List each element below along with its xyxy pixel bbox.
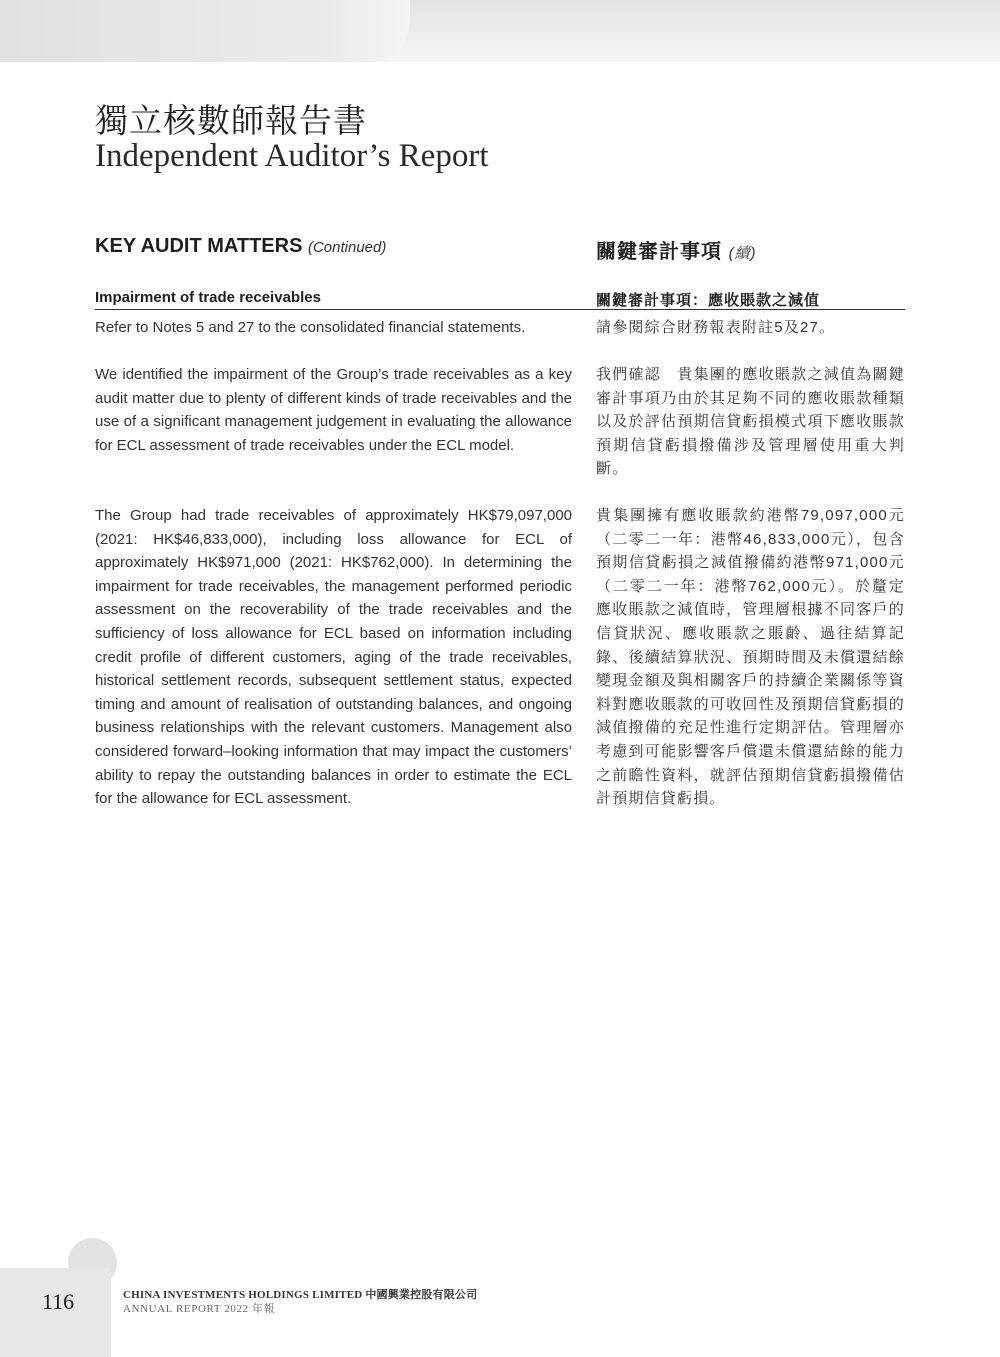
section-heading-chinese <box>596 235 905 264</box>
page-title-chinese: 獨立核數師報告書 <box>95 101 367 140</box>
page-number: 116 <box>42 1289 75 1314</box>
section-heading-english <box>95 235 572 258</box>
section-heading-text-cn: 關鍵審計事項 <box>596 241 722 263</box>
paragraph-cn-1: 請參閱綜合財務報表附註5及27。 <box>596 319 836 336</box>
paragraph-cn-3: 貴集團擁有應收賬款約港幣79,097,000元（二零二一年：港幣46,833,000元），包含預期信貸虧損之減值撥備約港幣971,000元（二零二一年：港幣762,000元）。於釐定應收賬款之減值時，管理層根據不同客戶的信貸狀況、應收賬款之賬齡、過往結算記錄、後續結算狀況、預期時間及未償還結餘變現金額及與相關客戶的持續企業關係等資料對應收賬款的可收回性及預期信貸虧損的減值撥備的充足性進行定期評估。管理層亦考慮到可能影響客戶償還未償還結餘的能力之前瞻性資料，就評估預期信貸虧損撥備估計預期信貸虧損。 <box>596 507 905 808</box>
continued-label-cn: (續) <box>728 245 757 262</box>
paragraph-en-1: Refer to Notes 5 and 27 to the consolidated financial statements. <box>95 319 526 336</box>
page-title-english: Independent Auditor’s Report <box>95 138 489 174</box>
header-band <box>0 0 1000 62</box>
matter-title-english: Impairment of trade receivables <box>95 289 321 306</box>
paragraph-cn-2: 我們確認 貴集團的應收賬款之減值為關鍵審計事項乃由於其足夠不同的應收賬款種類以及於評估預期信貸虧損模式項下應收賬款預期信貸虧損撥備涉及管理層使用重大判斷。 <box>596 366 905 478</box>
continued-label: (Continued) <box>307 239 387 256</box>
matter-title-chinese: 關鍵審計事項：應收賬款之減值 <box>596 292 821 309</box>
divider <box>95 309 905 310</box>
paragraph-en-2: We identified the impairment of the Group’s trade receivables as a key audit matter due to plenty of different kinds of trade receivables and the use of a significant management judgement in evaluating the allowance for ECL assessment of trade receivables under the ECL model. <box>95 366 572 454</box>
company-name: CHINA INVESTMENTS HOLDINGS LIMITED 中國興業控股有限公司 <box>123 1289 478 1301</box>
section-heading-text: KEY AUDIT MATTERS <box>95 235 303 257</box>
paragraph-en-3: The Group had trade receivables of approximately HK$79,097,000 (2021: HK$46,833,000), including loss allowance for ECL of approximately HK$971,000 (2021: HK$762,000). In determining the impairment for trade receivables, the management performed periodic assessment on the recoverability of the trade receivables and the sufficiency of loss allowance for ECL based on information including credit profile of different customers, aging of the trade receivables, historical settlement records, subsequent settlement status, expected timing and amount of realisation of outstanding balances, and ongoing business relationships with the relevant customers. Management also considered forward–looking information that may impact the customers’ ability to repay the outstanding balances in order to estimate the ECL for the allowance for ECL assessment. <box>95 507 572 808</box>
report-label: ANNUAL REPORT 2022 年報 <box>123 1303 276 1315</box>
